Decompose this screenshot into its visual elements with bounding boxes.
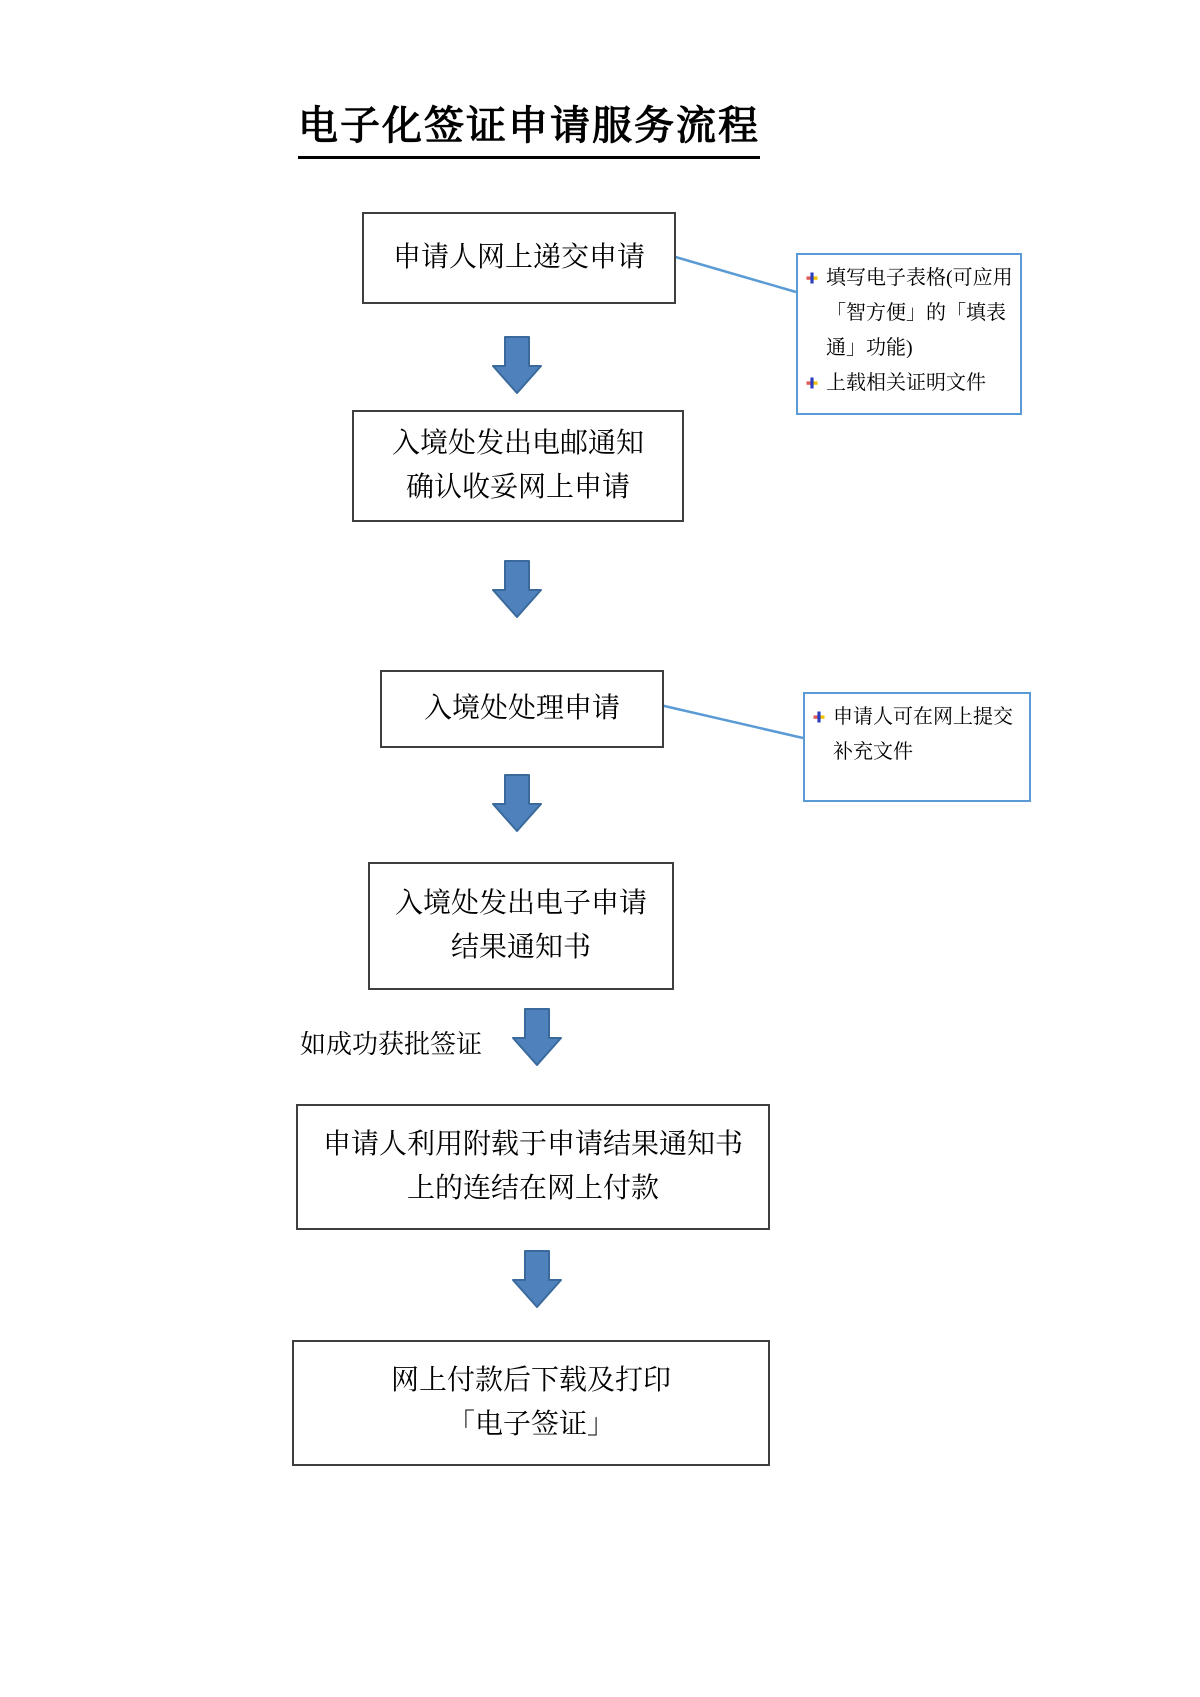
callout-note-supplementary-documents: [803, 692, 1031, 802]
down-arrow-icon: [492, 560, 542, 618]
down-arrow-icon: [492, 336, 542, 394]
step-box-download-print-evisa: [292, 1340, 770, 1466]
page-title: 电子化签证申请服务流程: [298, 94, 760, 159]
step-box-processing: [380, 670, 664, 748]
step-box-online-payment: [296, 1104, 770, 1230]
step-box-line: 「电子签证」: [446, 1409, 615, 1440]
connector-line-step3-note: [660, 705, 803, 738]
step-box-line: 上的连结在网上付款: [406, 1173, 659, 1204]
bullet-plus-icon: [806, 272, 818, 284]
callout-note-form-filling: [796, 253, 1022, 415]
note-item-text: 申请人可在网上提交补充文件: [833, 706, 1013, 763]
bullet-plus-icon: [813, 711, 825, 723]
note-item: [798, 366, 1020, 401]
down-arrow-icon: [512, 1250, 562, 1308]
connector-line-step1-note: [672, 256, 796, 292]
step-box-line: 网上付款后下载及打印: [390, 1365, 671, 1396]
bullet-plus-icon: [806, 377, 818, 389]
step-box-result-notification: [368, 862, 674, 990]
note-item: [805, 700, 1029, 770]
down-arrow-icon: [512, 1008, 562, 1066]
step-box-line: 确认收妥网上申请: [405, 472, 630, 503]
step-box-line: 入境处处理申请: [423, 693, 620, 724]
step-box-email-acknowledgement: [352, 410, 684, 522]
branch-condition-label: 如成功获批签证: [300, 1030, 483, 1059]
note-item: [798, 261, 1020, 366]
step-box-line: 入境处发出电子申请: [394, 888, 647, 919]
step-box-submit-application: [362, 212, 676, 304]
note-item-text: 上载相关证明文件: [826, 372, 986, 394]
step-box-line: 入境处发出电邮通知: [391, 428, 644, 459]
step-box-line: 结果通知书: [450, 932, 591, 963]
down-arrow-icon: [492, 774, 542, 832]
step-box-line: 申请人利用附载于申请结果通知书: [322, 1129, 743, 1160]
note-item-text: 填写电子表格(可应用「智方便」的「填表通」功能): [826, 267, 1013, 359]
step-box-line: 申请人网上递交申请: [392, 242, 645, 273]
